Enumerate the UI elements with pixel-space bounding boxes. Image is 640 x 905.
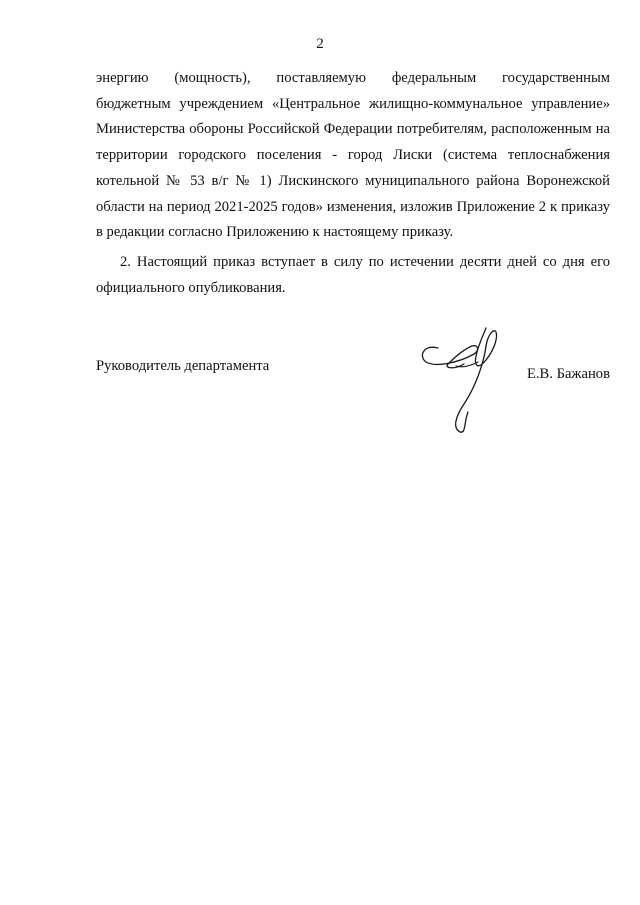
page-number: 2 bbox=[316, 36, 324, 52]
handwritten-signature bbox=[416, 326, 526, 446]
paragraph-2: 2. Настоящий приказ вступает в силу по истечении десяти дней со дня его официального опубликования. bbox=[96, 253, 610, 296]
signature-stroke-loop bbox=[422, 346, 477, 368]
signature-block bbox=[96, 356, 610, 436]
signer-position-title: Руководитель департамента bbox=[96, 358, 270, 374]
document-body bbox=[96, 66, 610, 301]
paragraph-1-first-line: энергию (мощность), поставляемую федеральным государственным bbox=[96, 70, 610, 86]
signer-name: Е.В. Бажанов bbox=[526, 366, 610, 382]
paragraph-1 bbox=[96, 66, 610, 246]
paragraph-1-continuation: бюджетным учреждением «Центральное жилищно-коммунальное управление» Министерства обороны Российской Федерации потребителям, расположенным на территории городского поселения - город Лиски (система теплоснабжения котельной № 53 в/г № 1) Лискинского муниципального района Воронежской области на период 2021-2025 годов» изменения, изложив Приложение 2 к приказу в редакции согласно Приложению к настоящему приказу. bbox=[96, 95, 610, 241]
signature-stroke-main bbox=[456, 328, 497, 432]
